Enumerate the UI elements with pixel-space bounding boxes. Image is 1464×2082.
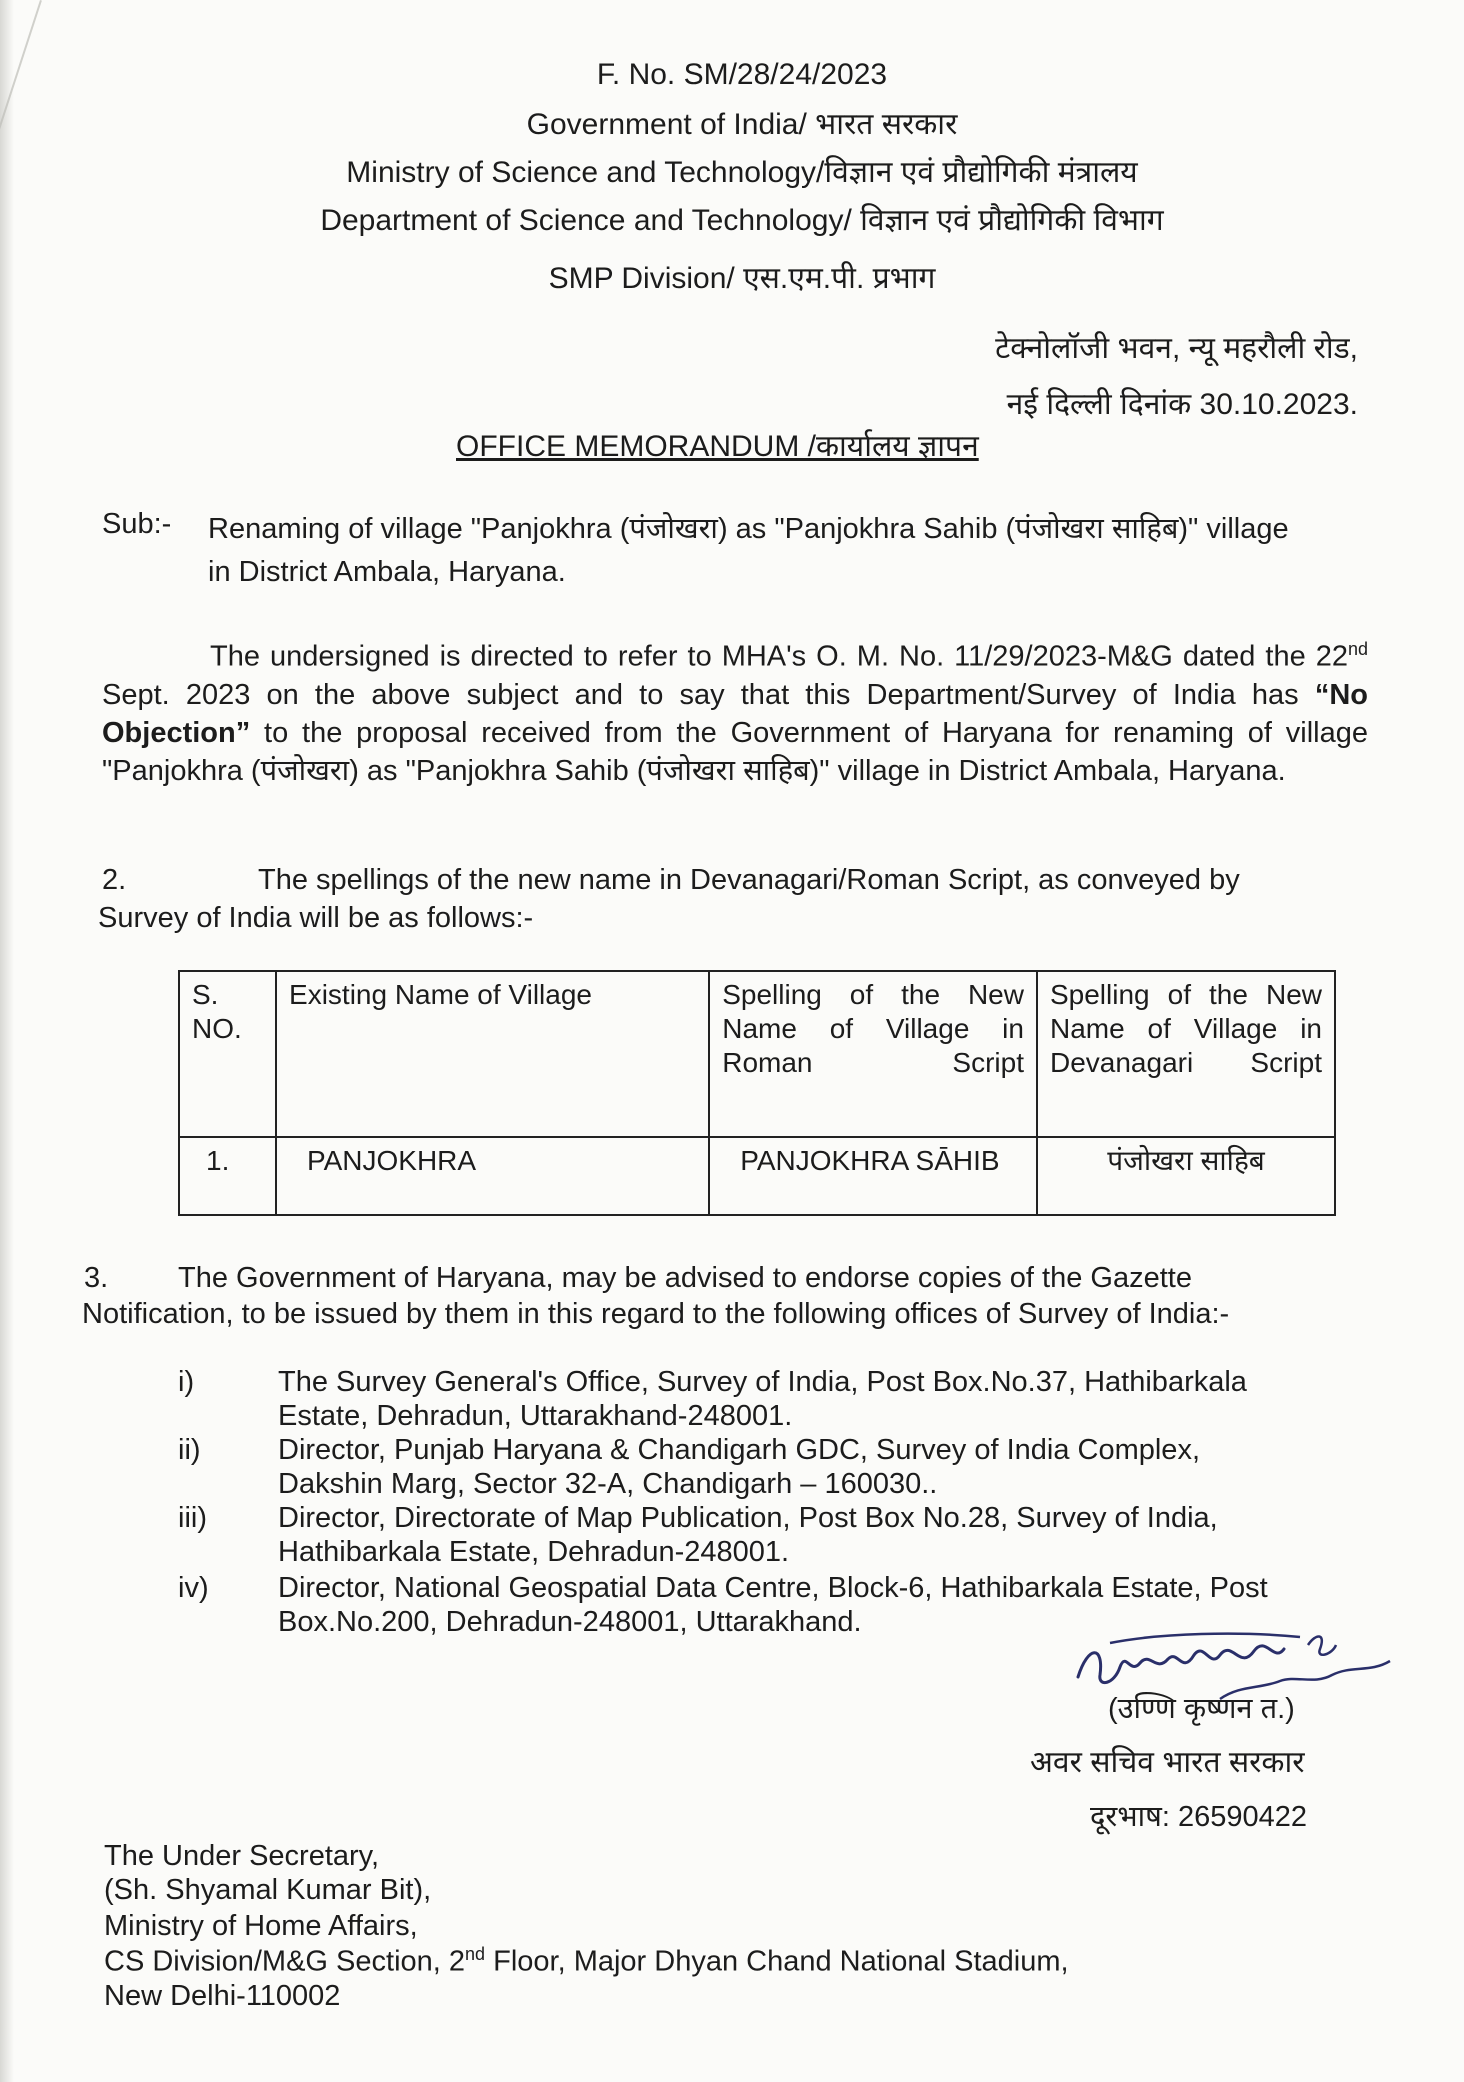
address-line: टेक्नोलॉजी भवन, न्यू महरौली रोड, [995,332,1358,365]
addressee-line-4: CS Division/M&G Section, 2nd Floor, Major Dhyan Chand National Stadium, [104,1944,1069,1978]
cell-devanagari-spelling: पंजोखरा साहिब [1037,1137,1335,1215]
office-1-line-2: Estate, Dehradun, Uttarakhand-248001. [278,1400,793,1432]
subject-line-2: in District Ambala, Haryana. [208,556,566,588]
file-number: F. No. SM/28/24/2023 [596,58,888,91]
office-2-line-2: Dakshin Marg, Sector 32-A, Chandigarh – 160030.. [278,1468,938,1500]
subject-line-1: Renaming of village "Panjokhra (पंजोखरा) as "Panjokhra Sahib (पंजोखरा साहिब)" village [208,513,1289,545]
paragraph-3-number: 3. [84,1262,109,1294]
addressee-line-1: The Under Secretary, [104,1840,380,1872]
ministry-line: Ministry of Science and Technology/विज्ञान एवं प्रौद्योगिकी मंत्रालय [346,156,1138,189]
header-s-no: S. NO. [179,971,276,1137]
department-line: Department of Science and Technology/ विज्ञान एवं प्रौद्योगिकी विभाग [320,204,1164,237]
paragraph-2-line-2: Survey of India will be as follows:- [98,902,534,934]
addressee-line-3: Ministry of Home Affairs, [104,1910,418,1942]
office-3-number: iii) [178,1502,207,1534]
addressee-line-5: New Delhi-110002 [104,1980,341,2012]
table-header-row [179,971,1335,1137]
paragraph-3-line-1: The Government of Haryana, may be advised to endorse copies of the Gazette [178,1262,1192,1294]
date-line: नई दिल्ली दिनांक 30.10.2023. [1006,388,1358,421]
signatory-designation: अवर सचिव भारत सरकार [1030,1746,1305,1779]
office-4-line-2: Box.No.200, Dehradun-248001, Uttarakhand. [278,1606,862,1638]
paragraph-2-number: 2. [102,864,127,896]
subject-label: Sub:- [102,508,172,540]
office-2-line-1: Director, Punjab Haryana & Chandigarh GDC, Survey of India Complex, [278,1434,1200,1466]
signatory-phone: दूरभाष: 26590422 [1090,1801,1308,1833]
government-line: Government of India/ भारत सरकार [526,108,958,141]
office-1-number: i) [178,1366,195,1398]
division-line: SMP Division/ एस.एम.पी. प्रभाग [548,262,936,295]
memo-title: OFFICE MEMORANDUM /कार्यालय ज्ञापन [456,430,979,463]
paragraph-1: The undersigned is directed to refer to MHA's O. M. No. 11/29/2023-M&G dated the 22nd Sept. 2023 on the above subject and to say that this Department/Survey of India has “No Objection” to the proposal received from the Government of Haryana for renaming of village "Panjokhra (पंजोखरा) as "Panjokhra Sahib (पंजोखरा साहिब)" village in District Ambala, Haryana. [102,639,1368,787]
office-3-line-1: Director, Directorate of Map Publication, Post Box No.28, Survey of India, [278,1502,1218,1534]
page-edge-shadow [0,0,14,2082]
office-2-number: ii) [178,1434,201,1466]
paragraph-2-line-1: The spellings of the new name in Devanagari/Roman Script, as conveyed by [258,864,1240,896]
cell-s-no: 1. [179,1137,276,1215]
village-name-table [178,970,1336,1216]
office-1-line-1: The Survey General's Office, Survey of India, Post Box.No.37, Hathibarkala [278,1366,1247,1398]
office-4-line-1: Director, National Geospatial Data Centre, Block-6, Hathibarkala Estate, Post [278,1572,1268,1604]
paragraph-3-line-2: Notification, to be issued by them in this regard to the following offices of Survey of India:- [82,1298,1230,1330]
office-3-line-2: Hathibarkala Estate, Dehradun-248001. [278,1536,790,1568]
cell-roman-spelling: PANJOKHRA SĀHIB [709,1137,1037,1215]
office-4-number: iv) [178,1572,209,1604]
header-devanagari-spelling: Spelling of the New Name of Village in Devanagari Script [1037,971,1335,1137]
signatory-name: (उण्णि कृष्णन त.) [1108,1693,1295,1725]
header-existing-name: Existing Name of Village [276,971,709,1137]
table-row [179,1137,1335,1215]
header-roman-spelling: Spelling of the New Name of Village in Roman Script [709,971,1037,1137]
cell-existing-name: PANJOKHRA [276,1137,709,1215]
addressee-line-2: (Sh. Shyamal Kumar Bit), [104,1874,432,1906]
